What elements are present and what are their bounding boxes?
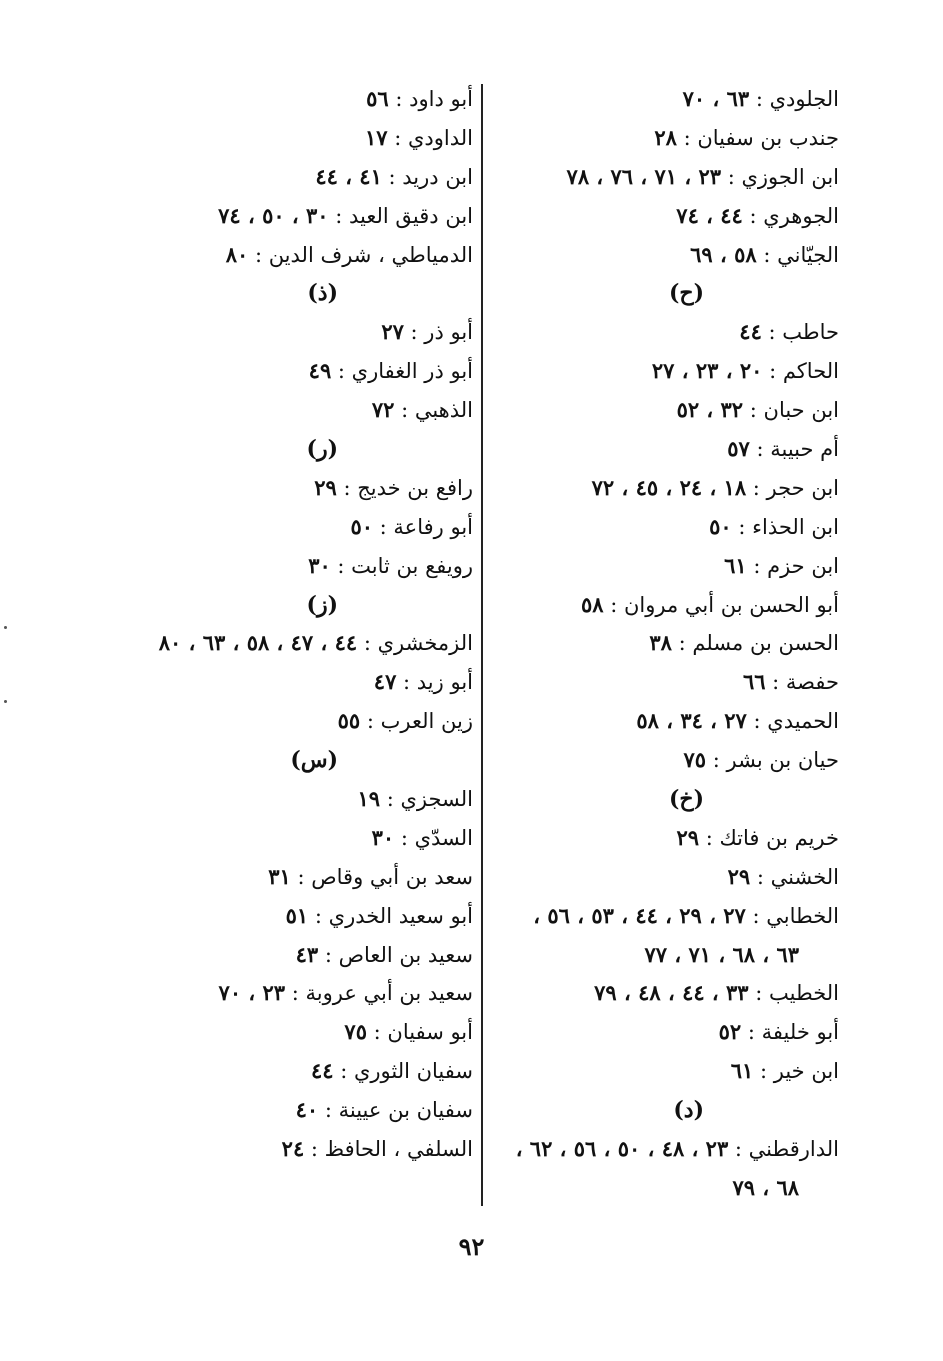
- entry-name: أم حبيبة :: [749, 437, 839, 462]
- entry-pages: ٤١ ، ٤٤: [315, 163, 382, 189]
- index-entry: [479, 1013, 839, 1052]
- entry-pages: ٤٤ ، ٧٤: [676, 202, 743, 228]
- entry-pages: ٥٠: [350, 513, 373, 539]
- entry-pages: ٢٤: [281, 1136, 305, 1162]
- entry-pages: ٤٤: [739, 319, 762, 345]
- index-entry: [479, 1130, 839, 1169]
- entry-pages: ٦١: [724, 552, 747, 578]
- entry-name: الخطيب :: [748, 981, 839, 1006]
- entry-name: أبو سعيد الخدري :: [308, 903, 473, 928]
- entry-pages: ٢٣ ، ٤٨ ، ٥٠ ، ٥٦ ، ٦٢ ،: [515, 1136, 729, 1162]
- entry-name: ابن الحذاء :: [731, 514, 839, 539]
- entry-name: أبو الحسن بن أبي مروان :: [603, 592, 839, 617]
- entry-name: حيان بن بشر :: [706, 748, 839, 773]
- index-entry: [143, 313, 473, 352]
- entry-name: أبو ذر :: [403, 320, 473, 345]
- index-entry: [479, 586, 839, 625]
- entry-pages: ٦٨ ، ٧٩: [732, 1174, 799, 1200]
- entry-pages: ٢٣ ، ٧٠: [218, 980, 286, 1006]
- entry-pages: ٢٧ ، ٣٤ ، ٥٨: [636, 708, 747, 734]
- entry-pages: ٥٦: [366, 86, 389, 111]
- entry-pages: ٦٦: [742, 669, 766, 695]
- index-column-right: [479, 80, 839, 1208]
- index-entry: [143, 624, 473, 663]
- entry-pages: ٣٠: [371, 824, 395, 850]
- index-entry: [143, 469, 473, 508]
- entry-pages: ٣٠ ، ٥٠ ، ٧٤: [218, 202, 329, 228]
- index-entry: [143, 1013, 473, 1052]
- index-entry: [479, 197, 839, 236]
- entry-name: السدّي :: [394, 825, 473, 850]
- index-entry: [479, 469, 839, 508]
- index-entry: [143, 936, 473, 975]
- entry-pages: ٧٥: [683, 747, 707, 773]
- letter-heading: (ز): [306, 591, 338, 618]
- entry-name: زين العرب :: [360, 709, 473, 734]
- entry-pages: ٥٧: [727, 436, 750, 462]
- entry-pages: ٥١: [285, 902, 309, 928]
- entry-name: الخطابي :: [745, 903, 839, 928]
- index-entry: [479, 1052, 839, 1091]
- entry-name: الحسن بن مسلم :: [671, 631, 839, 656]
- index-entry: [143, 1130, 473, 1169]
- index-entry: [479, 352, 839, 391]
- index-entry: [479, 819, 839, 858]
- index-entry: [143, 508, 473, 547]
- index-entry: [143, 352, 473, 391]
- entry-name: حفصة :: [765, 670, 839, 695]
- index-entry: [143, 236, 473, 275]
- scan-speck: [4, 626, 7, 629]
- entry-name: الجوهري :: [742, 203, 839, 228]
- entry-pages: ٢٧ ، ٢٩ ، ٤٤ ، ٥٣ ، ٥٦ ،: [533, 902, 746, 928]
- entry-name: سفيان الثوري :: [333, 1059, 473, 1084]
- entry-name: جندب بن سفيان :: [676, 125, 839, 150]
- entry-pages: ٨٠: [225, 241, 249, 267]
- index-entry: [479, 236, 839, 275]
- entry-name: سفيان بن عيينة :: [318, 1098, 473, 1123]
- entry-name: ابن خير :: [753, 1059, 839, 1084]
- entry-name: السجزي :: [380, 787, 473, 812]
- entry-pages: ٢٧: [381, 319, 404, 345]
- entry-pages: ٤٤: [310, 1058, 334, 1084]
- page-number: ٩٢: [458, 1232, 485, 1261]
- index-entry: [479, 897, 839, 936]
- entry-name: الدارقطني :: [728, 1137, 839, 1162]
- entry-pages: ٢٩: [727, 863, 751, 889]
- entry-pages: ١٨ ، ٢٤ ، ٤٥ ، ٧٢: [591, 474, 747, 500]
- entry-name: السلفي ، الحافظ :: [304, 1137, 473, 1162]
- index-entry: [479, 80, 839, 119]
- entry-pages: ٥٢: [718, 1019, 742, 1045]
- index-entry: [479, 974, 839, 1013]
- entry-pages: ٥٨: [581, 591, 604, 617]
- entry-name: رويفع بن ثابت :: [330, 553, 473, 578]
- entry-name: أبو داود :: [388, 87, 473, 111]
- entry-pages: ٢٩: [676, 824, 700, 850]
- entry-pages: ٢٣ ، ٧١ ، ٧٦ ، ٧٨: [566, 163, 722, 189]
- entry-name: ابن دقيق العيد :: [328, 203, 473, 228]
- letter-heading: (ر): [306, 436, 338, 463]
- index-entry: [143, 819, 473, 858]
- entry-name: أبو زيد :: [396, 670, 473, 695]
- letter-heading: (د): [673, 1097, 704, 1124]
- index-entry: [143, 702, 473, 741]
- entry-name: الجلودي :: [749, 87, 839, 111]
- entry-name: سعد بن أبي وقاص :: [290, 864, 473, 889]
- entry-name: سعيد بن أبي عروبة :: [285, 981, 473, 1006]
- entry-pages: ٦٣ ، ٧٠: [682, 86, 750, 111]
- index-entry: [479, 508, 839, 547]
- index-entry: [479, 119, 839, 158]
- index-entry: [143, 391, 473, 430]
- entry-pages: ٧٢: [371, 397, 395, 423]
- index-entry: [479, 858, 839, 897]
- entry-name: حاطب :: [761, 320, 839, 345]
- entry-name: الذهبي :: [394, 398, 473, 423]
- entry-pages: ٢٨: [654, 124, 677, 150]
- entry-name: أبو خليفة :: [741, 1020, 839, 1045]
- entry-name: الداودي :: [387, 125, 473, 150]
- entry-pages: ٣١: [268, 863, 291, 889]
- index-entry: [479, 702, 839, 741]
- entry-pages: ٥٥: [337, 708, 361, 734]
- entry-pages: ٣٣ ، ٤٤ ، ٤٨ ، ٧٩: [594, 980, 749, 1006]
- entry-name: أبو رفاعة :: [373, 514, 473, 539]
- index-entry: [143, 158, 473, 197]
- entry-pages: ٥٠: [709, 513, 732, 539]
- scan-speck: [4, 700, 7, 703]
- index-entry: [143, 80, 473, 119]
- entry-name: أبو سفيان :: [366, 1020, 473, 1045]
- index-entry: [143, 1091, 473, 1130]
- index-entry: [479, 663, 839, 702]
- entry-pages: ٤٩: [308, 358, 332, 384]
- entry-name: ابن حزم :: [746, 553, 839, 578]
- entry-pages: ٤٤ ، ٤٧ ، ٥٨ ، ٦٣ ، ٨٠: [158, 630, 358, 656]
- index-entry: [479, 313, 839, 352]
- index-entry: [143, 547, 473, 586]
- letter-heading: (ذ): [307, 280, 338, 307]
- index-column-left: [143, 80, 473, 1169]
- index-entry: [143, 663, 473, 702]
- index-entry: [143, 197, 473, 236]
- index-entry: [143, 1052, 473, 1091]
- index-entry: [143, 897, 473, 936]
- letter-heading: (ح): [668, 280, 704, 307]
- entry-name: ابن الجوزي :: [721, 164, 839, 189]
- entry-name: الجيّاني :: [756, 242, 839, 267]
- entry-pages: ٤٧: [373, 669, 397, 695]
- entry-name: الزمخشري :: [357, 631, 473, 656]
- index-entry: [479, 158, 839, 197]
- entry-name: خريم بن فاتك :: [699, 825, 839, 850]
- entry-pages: ٣٠: [308, 552, 331, 578]
- entry-name: سعيد بن العاص :: [318, 942, 473, 967]
- index-entry-continuation: [479, 1169, 839, 1208]
- index-entry: [479, 547, 839, 586]
- index-entry-continuation: [479, 936, 839, 975]
- entry-pages: ٧٥: [344, 1019, 367, 1045]
- entry-name: ابن حجر :: [746, 475, 839, 500]
- entry-pages: ٢٩: [314, 474, 337, 500]
- entry-name: الدمياطي ، شرف الدين :: [248, 242, 473, 267]
- index-entry: [143, 858, 473, 897]
- entry-pages: ٦٣ ، ٦٨ ، ٧١ ، ٧٧: [644, 941, 799, 967]
- index-entry: [479, 391, 839, 430]
- index-entry: [479, 430, 839, 469]
- entry-name: أبو ذر الغفاري :: [331, 359, 473, 384]
- entry-name: ابن حبان :: [743, 398, 839, 423]
- index-entry: [143, 119, 473, 158]
- column-divider: [481, 84, 483, 1206]
- entry-pages: ٦١: [730, 1058, 754, 1084]
- entry-name: الحاكم :: [762, 359, 839, 384]
- letter-heading: (س): [290, 747, 338, 774]
- entry-pages: ١٩: [357, 786, 381, 812]
- entry-name: الحميدي :: [746, 709, 839, 734]
- index-entry: [143, 974, 473, 1013]
- entry-pages: ٢٠ ، ٢٣ ، ٢٧: [651, 358, 763, 384]
- entry-name: رافع بن خديج :: [336, 475, 473, 500]
- entry-pages: ٤٠: [295, 1097, 319, 1123]
- index-entry: [143, 780, 473, 819]
- letter-heading: (خ): [668, 786, 704, 813]
- entry-name: ابن دريد :: [381, 164, 473, 189]
- entry-pages: ٣٨: [649, 630, 672, 656]
- entry-pages: ٤٣: [295, 941, 319, 967]
- entry-pages: ١٧: [364, 124, 388, 150]
- entry-pages: ٥٨ ، ٦٩: [690, 241, 757, 267]
- index-entry: [479, 741, 839, 780]
- entry-name: الخشني :: [750, 864, 839, 889]
- index-entry: [479, 624, 839, 663]
- entry-pages: ٣٢ ، ٥٢: [676, 397, 744, 423]
